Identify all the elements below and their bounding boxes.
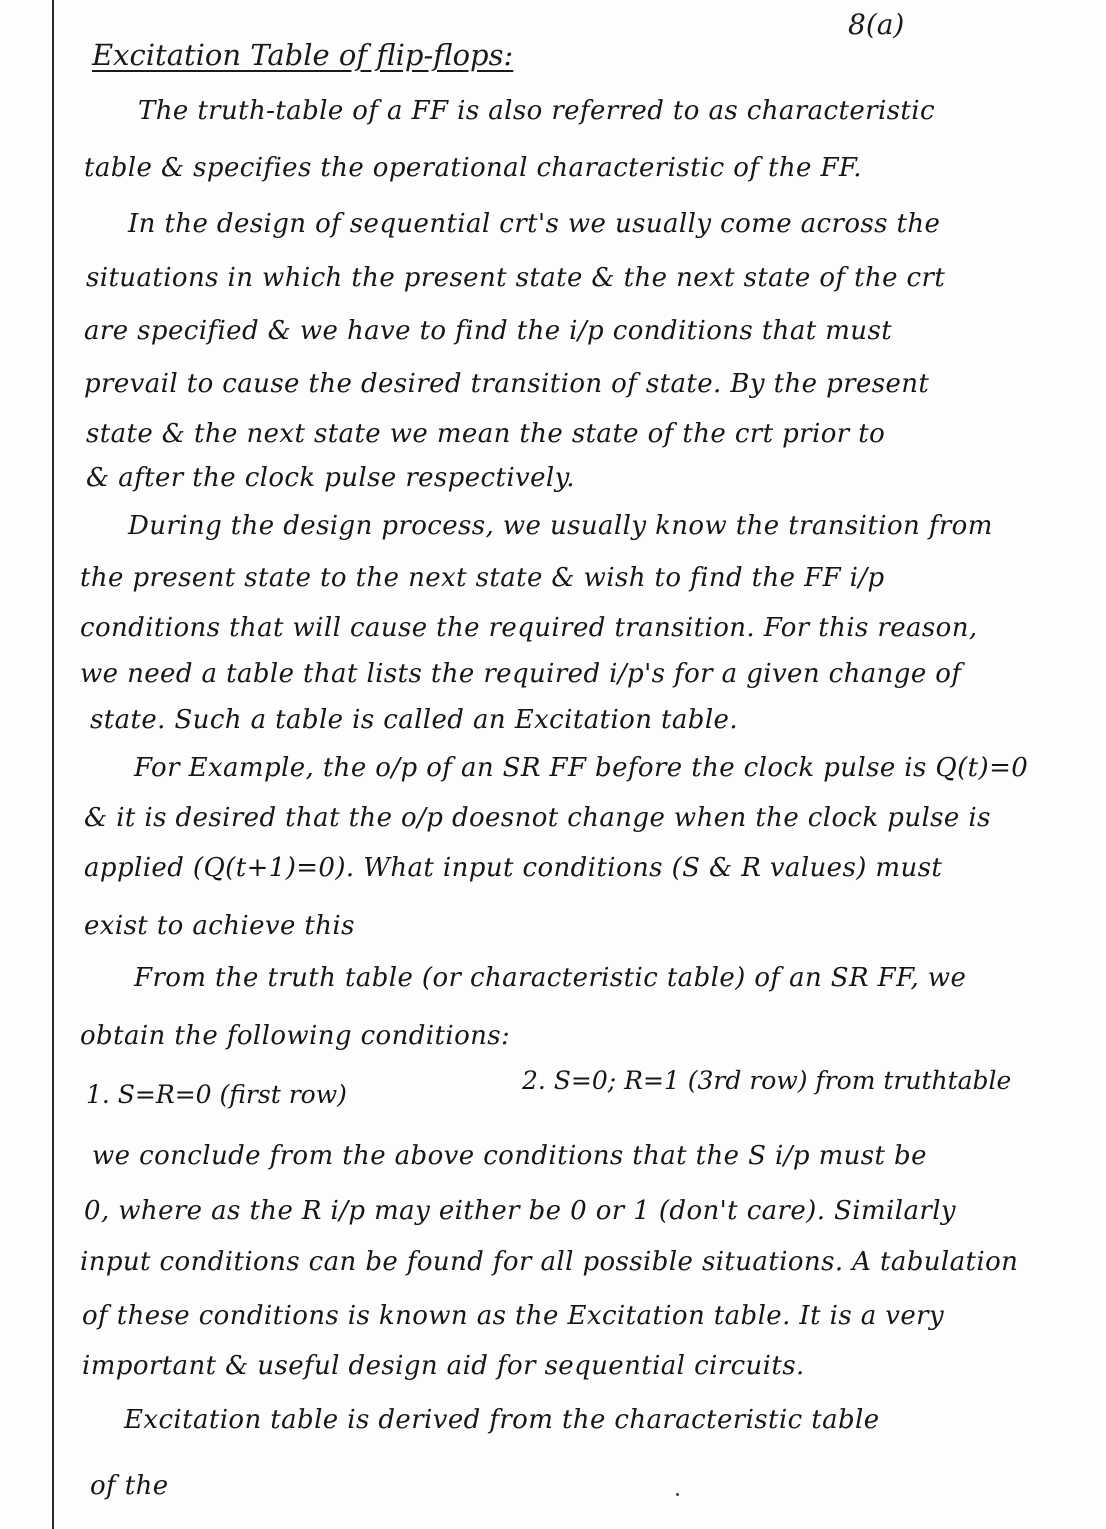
text-line-1: The truth-table of a FF is also referred to as characteristic xyxy=(138,96,935,126)
text-line-2: table & specifies the operational characteristic of the FF. xyxy=(84,153,862,183)
text-line-6: prevail to cause the desired transition of state. By the present xyxy=(84,369,930,399)
text-line-5: are specified & we have to find the i/p conditions that must xyxy=(84,316,893,346)
condition-1: 1. S=R=0 (first row) xyxy=(86,1080,347,1109)
text-line-22: input conditions can be found for all possible situations. A tabulation xyxy=(80,1247,1019,1277)
text-line-4: situations in which the present state & the next state of the crt xyxy=(86,263,946,293)
text-line-21: 0, where as the R i/p may either be 0 or 1 (don't care). Similarly xyxy=(84,1196,956,1226)
text-line-10: the present state to the next state & wish to find the FF i/p xyxy=(80,563,885,593)
text-line-8: & after the clock pulse respectively. xyxy=(86,463,575,493)
text-line-17: exist to achieve this xyxy=(84,911,355,941)
condition-2: 2. S=0; R=1 (3rd row) from truthtable xyxy=(522,1066,1012,1095)
text-line-14: For Example, the o/p of an SR FF before the clock pulse is Q(t)=0 xyxy=(134,753,1029,783)
page-title-text: Excitation Table of flip-flops: xyxy=(92,38,514,72)
text-line-24: important & useful design aid for sequential circuits. xyxy=(82,1351,805,1381)
text-line-9: During the design process, we usually know the transition from xyxy=(128,511,993,541)
page-number: 8(a) xyxy=(848,8,905,41)
text-line-26: of the xyxy=(90,1471,169,1501)
text-line-7: state & the next state we mean the state of the crt prior to xyxy=(86,419,886,449)
text-line-12: we need a table that lists the required i/p's for a given change of xyxy=(80,659,962,689)
margin-line xyxy=(52,0,54,1529)
text-line-13: state. Such a table is called an Excitation table. xyxy=(90,705,738,735)
page-title xyxy=(92,38,513,72)
text-line-16: applied (Q(t+1)=0). What input conditions (S & R values) must xyxy=(84,853,943,883)
text-line-19: obtain the following conditions: xyxy=(80,1021,511,1051)
ink-dot xyxy=(676,1493,679,1496)
text-line-3: In the design of sequential crt's we usually come across the xyxy=(128,209,941,239)
text-line-23: of these conditions is known as the Excitation table. It is a very xyxy=(82,1301,945,1331)
text-line-11: conditions that will cause the required transition. For this reason, xyxy=(80,613,978,643)
text-line-18: From the truth table (or characteristic table) of an SR FF, we xyxy=(134,963,967,993)
text-line-25: Excitation table is derived from the characteristic table xyxy=(124,1405,880,1435)
text-line-20: we conclude from the above conditions that the S i/p must be xyxy=(92,1141,927,1171)
text-line-15: & it is desired that the o/p doesnot change when the clock pulse is xyxy=(84,803,991,833)
